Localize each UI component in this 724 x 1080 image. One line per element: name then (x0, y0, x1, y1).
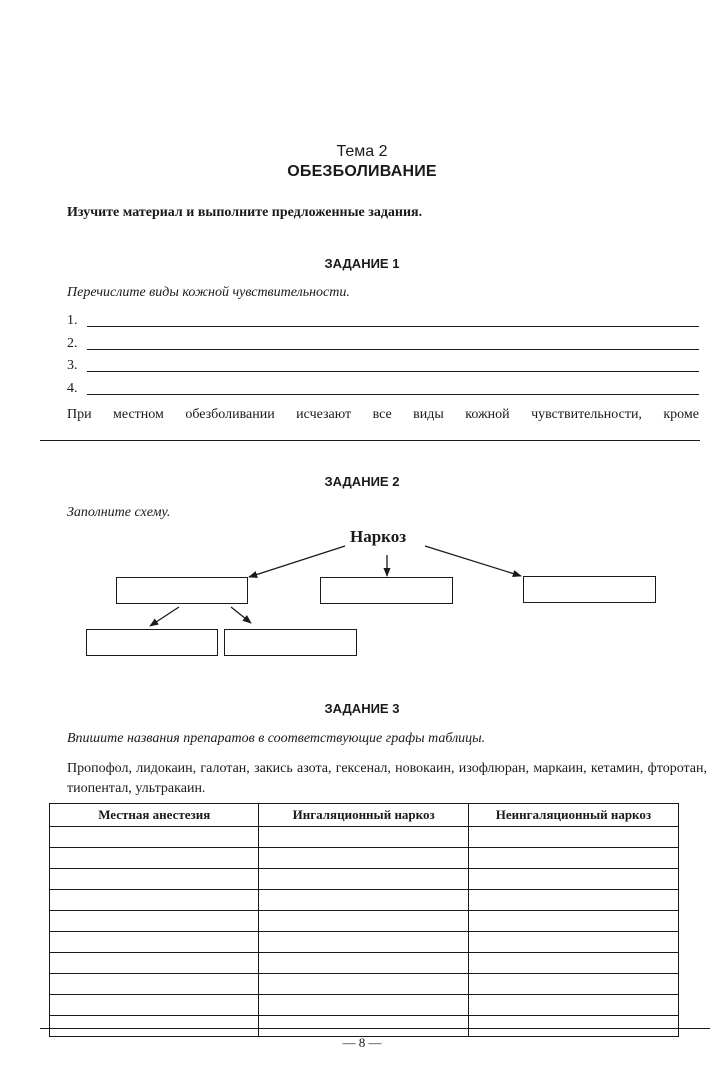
table-cell[interactable] (259, 911, 468, 932)
task3-heading: ЗАДАНИЕ 3 (324, 701, 400, 716)
table-cell[interactable] (468, 911, 678, 932)
table-cell[interactable] (468, 827, 678, 848)
table-cell[interactable] (50, 974, 259, 995)
table-cell[interactable] (259, 995, 468, 1016)
table-cell[interactable] (259, 932, 468, 953)
table-row (50, 1016, 679, 1037)
table-cell[interactable] (259, 974, 468, 995)
table-cell[interactable] (468, 848, 678, 869)
table-cell[interactable] (468, 869, 678, 890)
page-number: — 8 — (342, 1035, 382, 1050)
table-cell[interactable] (259, 869, 468, 890)
table-row (50, 848, 679, 869)
column-header: Ингаляционный наркоз (259, 804, 468, 827)
table-row (50, 869, 679, 890)
table-cell[interactable] (468, 890, 678, 911)
table-cell[interactable] (50, 911, 259, 932)
table-cell[interactable] (468, 974, 678, 995)
table-cell[interactable] (259, 953, 468, 974)
answer-line-number: 1. (67, 313, 78, 328)
answer-line-number: 4. (67, 381, 78, 396)
table-cell[interactable] (50, 869, 259, 890)
table-header-row (50, 804, 679, 827)
task1-sentence: При местном обезболивании исчезают все виды кожной чувствительности, кроме (67, 407, 699, 422)
answer-line-number: 3. (67, 358, 78, 373)
task3-prompt: Впишите названия препаратов в соответствующие графы таблицы. (67, 731, 486, 746)
table-cell[interactable] (468, 932, 678, 953)
footer-rule (40, 1028, 710, 1029)
answer-line-number: 2. (67, 336, 78, 351)
table-row (50, 827, 679, 848)
table-cell[interactable] (50, 932, 259, 953)
table-cell[interactable] (259, 890, 468, 911)
task1-prompt: Перечислите виды кожной чувствительности. (67, 285, 350, 300)
column-header: Местная анестезия (50, 804, 259, 827)
table-cell[interactable] (259, 848, 468, 869)
table-row (50, 911, 679, 932)
drug-table (49, 803, 679, 1037)
instruction-text: Изучите материал и выполните предложенные задания. (67, 205, 423, 220)
table-cell[interactable] (259, 1016, 468, 1037)
table-cell[interactable] (50, 1016, 259, 1037)
scheme-box-sub-left[interactable] (86, 629, 218, 656)
drug-list: Пропофол, лидокаин, галотан, закись азота, гексенал, новокаин, изофлюран, маркаин, кетамин, фторотан, тиопентал, ультракаин. (67, 761, 707, 796)
topic-label: Тема 2 (336, 143, 388, 160)
table-row (50, 995, 679, 1016)
table-cell[interactable] (50, 827, 259, 848)
scheme-box-left[interactable] (116, 577, 248, 604)
table-row (50, 890, 679, 911)
task1-heading: ЗАДАНИЕ 1 (324, 256, 400, 271)
table-cell[interactable] (468, 953, 678, 974)
table-row (50, 974, 679, 995)
table-cell[interactable] (50, 995, 259, 1016)
table-cell[interactable] (50, 848, 259, 869)
scheme-root-label: Наркоз (350, 527, 407, 546)
page-title: ОБЕЗБОЛИВАНИЕ (287, 163, 437, 180)
task2-prompt: Заполните схему. (67, 505, 171, 520)
arrow-to-sub-left-box (150, 607, 179, 626)
column-header: Неингаляционный наркоз (468, 804, 678, 827)
table-row (50, 953, 679, 974)
arrow-to-right-box (425, 546, 521, 576)
table-cell[interactable] (50, 953, 259, 974)
arrow-to-sub-right-box (231, 607, 251, 623)
arrow-to-left-box (249, 546, 345, 577)
table-cell[interactable] (259, 827, 468, 848)
scheme-box-sub-right[interactable] (224, 629, 357, 656)
scheme-box-middle[interactable] (320, 577, 453, 604)
table-row (50, 932, 679, 953)
task2-heading: ЗАДАНИЕ 2 (324, 474, 400, 489)
table-cell[interactable] (468, 1016, 678, 1037)
scheme-box-right[interactable] (523, 576, 656, 603)
table-cell[interactable] (50, 890, 259, 911)
table-cell[interactable] (468, 995, 678, 1016)
